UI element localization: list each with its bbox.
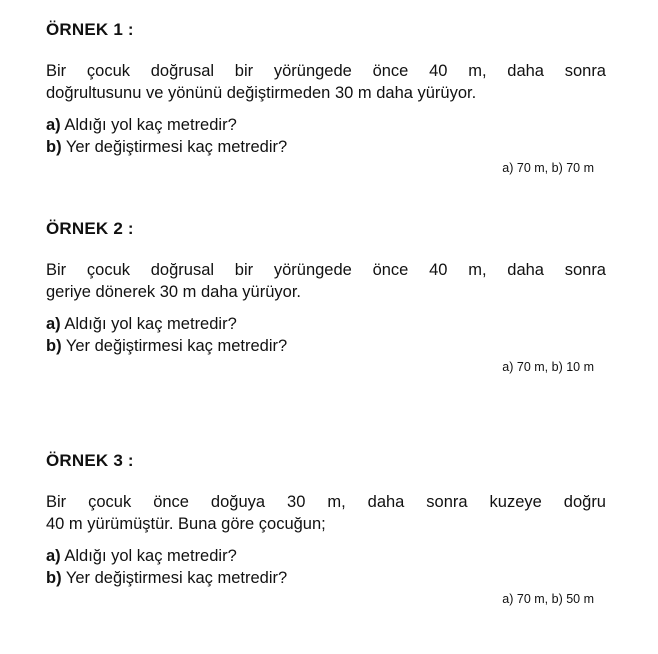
example-3 (46, 451, 606, 607)
question-label: b) (46, 337, 62, 355)
question-label: a) (46, 547, 61, 565)
example-title: ÖRNEK 1 : (46, 20, 134, 39)
example-text-line: 40 m yürümüştür. Buna göre çocuğun; (46, 515, 326, 533)
question-b (46, 136, 606, 158)
question-text: Yer değiştirmesi kaç metredir? (61, 337, 288, 355)
example-title: ÖRNEK 2 : (46, 219, 134, 238)
question-b (46, 567, 606, 589)
question-text: Yer değiştirmesi kaç metredir? (61, 569, 288, 587)
example-1 (46, 20, 606, 176)
question-label: b) (46, 569, 62, 587)
answer-key: a) 70 m, b) 70 m (502, 161, 594, 175)
question-a (46, 313, 606, 335)
example-text-line: Bir çocuk doğrusal bir yörüngede önce 40 m, daha sonra (46, 261, 606, 279)
example-text-line: Bir çocuk doğrusal bir yörüngede önce 40 m, daha sonra (46, 62, 606, 80)
question-text: Aldığı yol kaç metredir? (60, 116, 237, 134)
example-text-line: geriye dönerek 30 m daha yürüyor. (46, 283, 301, 301)
question-b (46, 335, 606, 357)
example-text-line: Bir çocuk önce doğuya 30 m, daha sonra kuzeye doğru (46, 493, 606, 511)
question-text: Yer değiştirmesi kaç metredir? (61, 138, 288, 156)
example-2 (46, 219, 606, 375)
question-text: Aldığı yol kaç metredir? (60, 547, 237, 565)
example-title: ÖRNEK 3 : (46, 451, 134, 470)
example-text-line: doğrultusunu ve yönünü değiştirmeden 30 m daha yürüyor. (46, 84, 477, 102)
question-label: b) (46, 138, 62, 156)
question-a (46, 114, 606, 136)
question-text: Aldığı yol kaç metredir? (60, 315, 237, 333)
question-label: a) (46, 315, 61, 333)
answer-key: a) 70 m, b) 50 m (502, 592, 594, 606)
answer-key: a) 70 m, b) 10 m (502, 360, 594, 374)
question-label: a) (46, 116, 61, 134)
question-a (46, 545, 606, 567)
